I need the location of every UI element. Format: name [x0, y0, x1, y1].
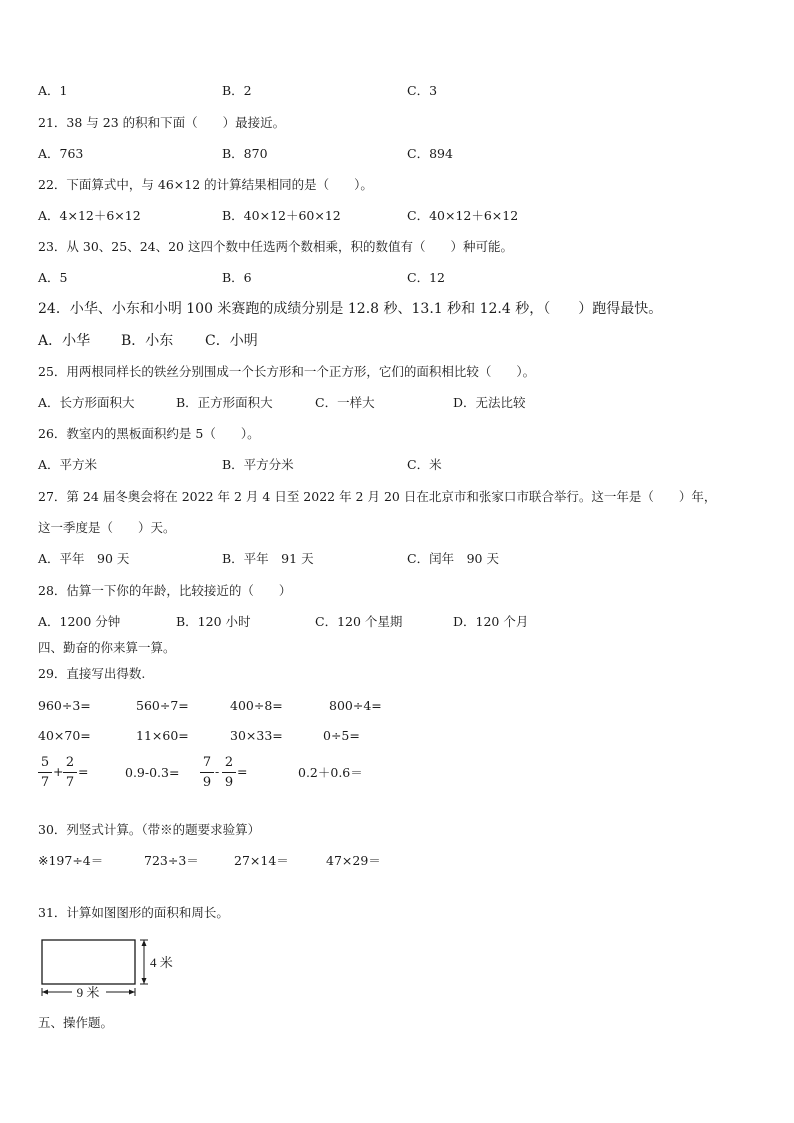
arrow-down-icon	[142, 978, 147, 984]
q24-stem: 24．小华、小东和小明 100 米赛跑的成绩分别是 12.8 秒、13.1 秒和 12.4 秒，（ ）跑得最快。	[38, 301, 663, 317]
q24-option-a: A．小华	[38, 333, 91, 349]
fraction-numerator: 2	[65, 755, 75, 770]
q28-option-b: B．120 小时	[176, 614, 251, 629]
width-label: 9 米	[76, 985, 100, 1000]
q25-option-d: D．无法比较	[453, 395, 526, 410]
q21-option-b: B．870	[222, 146, 268, 161]
fraction-bar	[200, 772, 214, 773]
q25-option-b: B．正方形面积大	[176, 395, 273, 410]
equals-sign: =	[237, 764, 248, 779]
q28-option-d: D．120 个月	[453, 614, 529, 629]
q24-option-c: C．小明	[205, 333, 258, 349]
fraction-denominator: 7	[65, 775, 75, 790]
q23-option-b: B．6	[222, 270, 252, 285]
q30-item1: ※197÷4＝	[38, 853, 104, 868]
fraction-numerator: 5	[40, 755, 50, 770]
q28-stem: 28．估算一下你的年龄，比较接近的（ ）	[38, 583, 292, 598]
section4-title: 四、勤奋的你来算一算。	[38, 640, 176, 655]
minus-sign: -	[215, 764, 220, 779]
q26-stem: 26．教室内的黑板面积约是 5（ ）。	[38, 426, 260, 441]
q22-stem: 22．下面算式中，与 46×12 的计算结果相同的是（ ）。	[38, 177, 373, 192]
q29-row2-item1: 40×70=	[38, 728, 91, 743]
arrow-up-icon	[142, 940, 147, 946]
q26-option-c: C．米	[407, 457, 442, 472]
fraction-bar	[38, 772, 52, 773]
q29-row2-item4: 0÷5=	[323, 728, 360, 743]
fraction-denominator: 9	[202, 775, 212, 790]
q25-stem: 25．用两根同样长的铁丝分别围成一个长方形和一个正方形，它们的面积相比较（ ）。	[38, 364, 536, 379]
height-label: 4 米	[150, 955, 173, 970]
q29-expr-0.9-0.3: 0.9-0.3=	[125, 765, 180, 780]
q23-option-c: C．12	[407, 270, 445, 285]
q29-row2-item2: 11×60=	[136, 728, 189, 743]
q29-row1-item1: 960÷3=	[38, 698, 91, 713]
q27-stem-line2: 这一季度是（ ）天。	[38, 520, 176, 535]
q25-option-a: A．长方形面积大	[38, 395, 135, 410]
fraction-2-9	[222, 755, 236, 790]
q21-option-a: A．763	[38, 146, 84, 161]
q30-item2: 723÷3＝	[144, 853, 199, 868]
rectangle-figure	[38, 936, 173, 1000]
rectangle-shape	[42, 940, 135, 984]
fraction-numerator: 7	[202, 755, 212, 770]
q31-stem: 31．计算如图图形的面积和周长。	[38, 905, 229, 920]
q30-stem: 30．列竖式计算。（带※的题要求验算）	[38, 822, 261, 837]
plus-sign: +	[53, 764, 64, 779]
q20-option-c: C．3	[407, 83, 438, 98]
q20-option-b: B．2	[222, 83, 252, 98]
q29-row2-item3: 30×33=	[230, 728, 283, 743]
q22-option-b: B．40×12＋60×12	[222, 208, 341, 223]
q26-option-b: B．平方分米	[222, 457, 294, 472]
q24-option-b: B．小东	[121, 333, 174, 349]
fraction-denominator: 7	[40, 775, 50, 790]
fraction-denominator: 9	[224, 775, 234, 790]
q25-option-c: C．一样大	[315, 395, 375, 410]
q29-row1-item3: 400÷8=	[230, 698, 283, 713]
q20-option-a: A．1	[38, 83, 68, 98]
fraction-numerator: 2	[224, 755, 234, 770]
fraction-bar	[63, 772, 77, 773]
q27-option-a: A．平年 90 天	[38, 551, 130, 566]
section5-title: 五、操作题。	[38, 1015, 114, 1030]
q27-option-b: B．平年 91 天	[222, 551, 314, 566]
q22-option-c: C．40×12＋6×12	[407, 208, 519, 223]
arrow-right-icon	[129, 990, 135, 995]
fraction-2-7	[63, 755, 77, 790]
equals-sign: =	[78, 764, 89, 779]
q29-row1-item4: 800÷4=	[329, 698, 382, 713]
q28-option-a: A．1200 分钟	[38, 614, 121, 629]
q22-option-a: A．4×12＋6×12	[38, 208, 141, 223]
q21-stem: 21．38 与 23 的积和下面（ ）最接近。	[38, 115, 286, 130]
fraction-bar	[222, 772, 236, 773]
q23-option-a: A．5	[38, 270, 68, 285]
fraction-5-7	[38, 755, 52, 790]
q27-option-c: C．闰年 90 天	[407, 551, 499, 566]
q28-option-c: C．120 个星期	[315, 614, 403, 629]
q26-option-a: A．平方米	[38, 457, 98, 472]
q30-item4: 47×29＝	[326, 853, 381, 868]
arrow-left-icon	[42, 990, 48, 995]
q29-expr-0.2+0.6: 0.2＋0.6＝	[298, 765, 363, 780]
q30-item3: 27×14＝	[234, 853, 289, 868]
q23-stem: 23．从 30、25、24、20 这四个数中任选两个数相乘，积的数值有（ ）种可能。	[38, 239, 513, 254]
q27-stem-line1: 27．第 24 届冬奥会将在 2022 年 2 月 4 日至 2022 年 2 月 20 日在北京市和张家口市联合举行。这一年是（ ）年，	[38, 489, 717, 504]
q29-stem: 29．直接写出得数.	[38, 666, 146, 681]
q29-row1-item2: 560÷7=	[136, 698, 189, 713]
fraction-7-9	[200, 755, 214, 790]
q21-option-c: C．894	[407, 146, 453, 161]
